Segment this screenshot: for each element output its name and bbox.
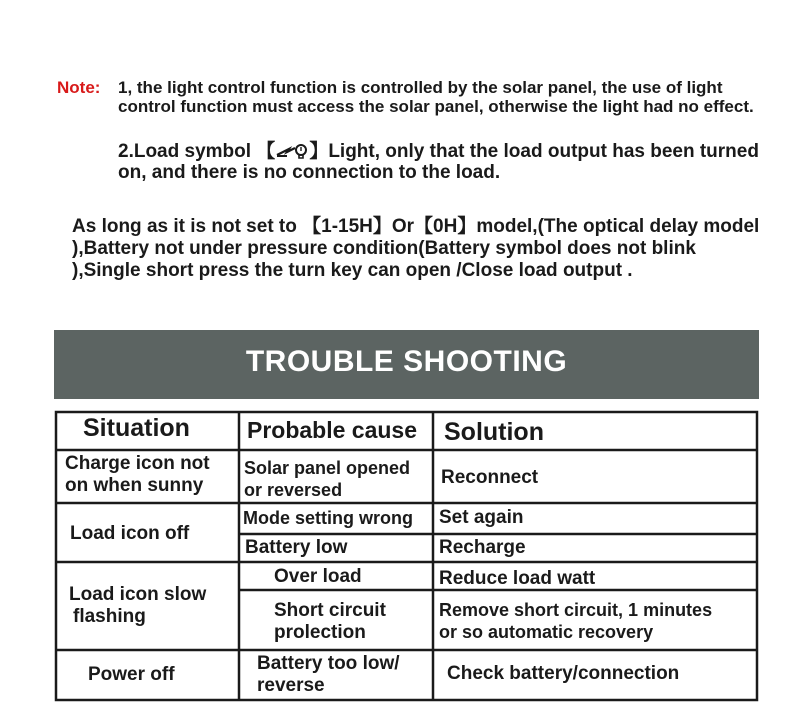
row1-solution: Reconnect [441, 467, 539, 488]
row1-situation-line1: Charge icon not [65, 453, 210, 474]
row6-cause-line1: Battery too low/ [257, 653, 400, 674]
note-item-2 [118, 141, 768, 183]
header-solution: Solution [444, 418, 544, 446]
note-label: Note: [57, 78, 101, 97]
row2-situation: Load icon off [70, 523, 190, 544]
trouble-shooting-banner [54, 330, 759, 399]
row5-solution-line2: or so automatic recovery [439, 622, 654, 642]
row3-cause: Battery low [245, 537, 348, 558]
note-item-1: 1, the light control function is controlled by the solar panel, the use of light control function must access the solar panel, otherwise the light had no effect. [118, 78, 754, 116]
row2-cause: Mode setting wrong [243, 508, 413, 528]
row1-cause [244, 457, 410, 501]
row1-cause-line1: Solar panel opened [244, 458, 411, 478]
row1-cause-line2: or reversed [244, 480, 343, 500]
row4-situation-line2: flashing [73, 606, 146, 627]
row4-situation [69, 584, 206, 628]
row5-cause-line2: prolection [274, 622, 366, 643]
row6-solution: Check battery/connection [447, 663, 680, 684]
row6-situation: Power off [88, 664, 175, 685]
header-situation: Situation [83, 414, 190, 442]
load-bulb-icon [275, 143, 309, 159]
note-item-2-suffix: 】Light, only that the load output has been turned on, and there is no connection to the load. [118, 141, 759, 183]
row6-cause [257, 653, 400, 697]
row5-cause [274, 600, 386, 644]
row6-cause-line2: reverse [257, 675, 325, 696]
banner-title: TROUBLE SHOOTING [245, 345, 568, 378]
row5-cause-line1: Short circuit [274, 600, 386, 621]
row4-cause: Over load [274, 566, 362, 587]
note-item-2-prefix: 2.Load symbol 【 [118, 141, 276, 162]
row1-situation-line2: on when sunny [65, 475, 204, 496]
row2-solution: Set again [439, 507, 524, 528]
row4-solution: Reduce load watt [439, 568, 596, 589]
row5-solution-line1: Remove short circuit, 1 minutes [439, 600, 713, 620]
trouble-shooting-table [54, 410, 759, 702]
row4-situation-line1: Load icon slow [69, 584, 207, 605]
row5-solution [439, 599, 712, 643]
table-row [65, 453, 210, 497]
header-probable-cause: Probable cause [247, 417, 418, 443]
load-output-paragraph: As long as it is not set to 【1-15H】Or【0H】model,(The optical delay model ),Battery not under pressure condition(Battery symbol does not blink ),Single short press the turn key can open /Close load output . [72, 216, 760, 281]
row3-solution: Recharge [439, 537, 526, 558]
